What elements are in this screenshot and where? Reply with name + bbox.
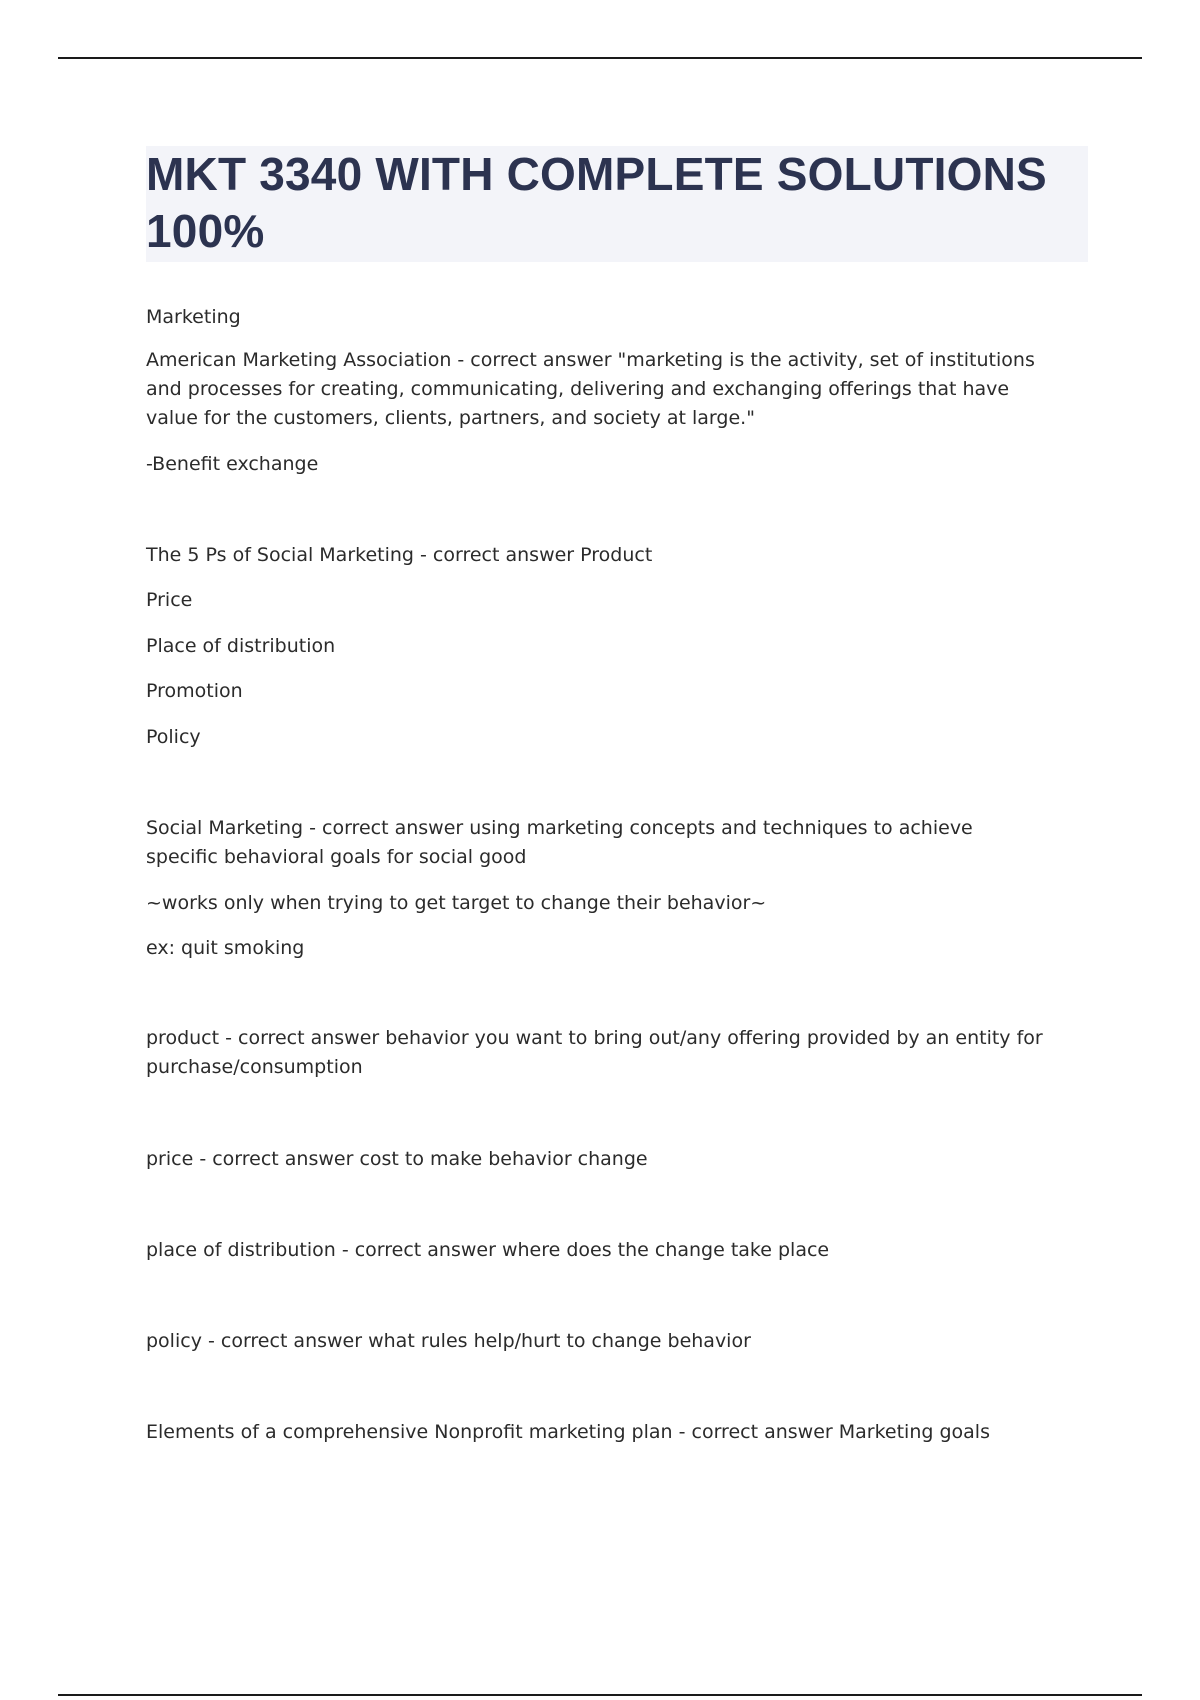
paragraph-plan-elements: Elements of a comprehensive Nonprofit marketing plan - correct answer Marketing goals [146, 1421, 990, 1443]
document-body [146, 146, 1088, 1443]
document-title: MKT 3340 WITH COMPLETE SOLUTIONS 100% [146, 148, 1047, 257]
paragraph-price-answer: price - correct answer cost to make behavior change [146, 1148, 648, 1170]
bottom-rule [58, 1694, 1142, 1696]
paragraph-policy-answer: policy - correct answer what rules help/hurt to change behavior [146, 1330, 751, 1352]
title-block [146, 146, 1088, 262]
paragraph-marketing: Marketing [146, 306, 241, 328]
paragraph-social-marketing: Social Marketing - correct answer using marketing concepts and techniques to achieve specific behavioral goals for social good [146, 817, 973, 868]
paragraph-promotion: Promotion [146, 680, 243, 702]
paragraph-works-only: ~works only when trying to get target to change their behavior~ [146, 892, 767, 914]
paragraph-place-answer: place of distribution - correct answer where does the change take place [146, 1239, 830, 1261]
top-rule [58, 57, 1142, 59]
paragraph-place: Place of distribution [146, 635, 336, 657]
paragraph-policy: Policy [146, 726, 201, 748]
paragraph-product: product - correct answer behavior you want to bring out/any offering provided by an entity for purchase/consumption [146, 1027, 1043, 1078]
paragraph-ama-definition: American Marketing Association - correct answer "marketing is the activity, set of institutions and processes for creating, communicating, delivering and exchanging offerings that have value for the customers, clients, partners, and society at large." [146, 349, 1035, 429]
paragraph-5ps: The 5 Ps of Social Marketing - correct answer Product [146, 544, 653, 566]
paragraph-example: ex: quit smoking [146, 937, 305, 959]
paragraph-benefit-exchange: -Benefit exchange [146, 453, 319, 475]
paragraph-price: Price [146, 589, 193, 611]
